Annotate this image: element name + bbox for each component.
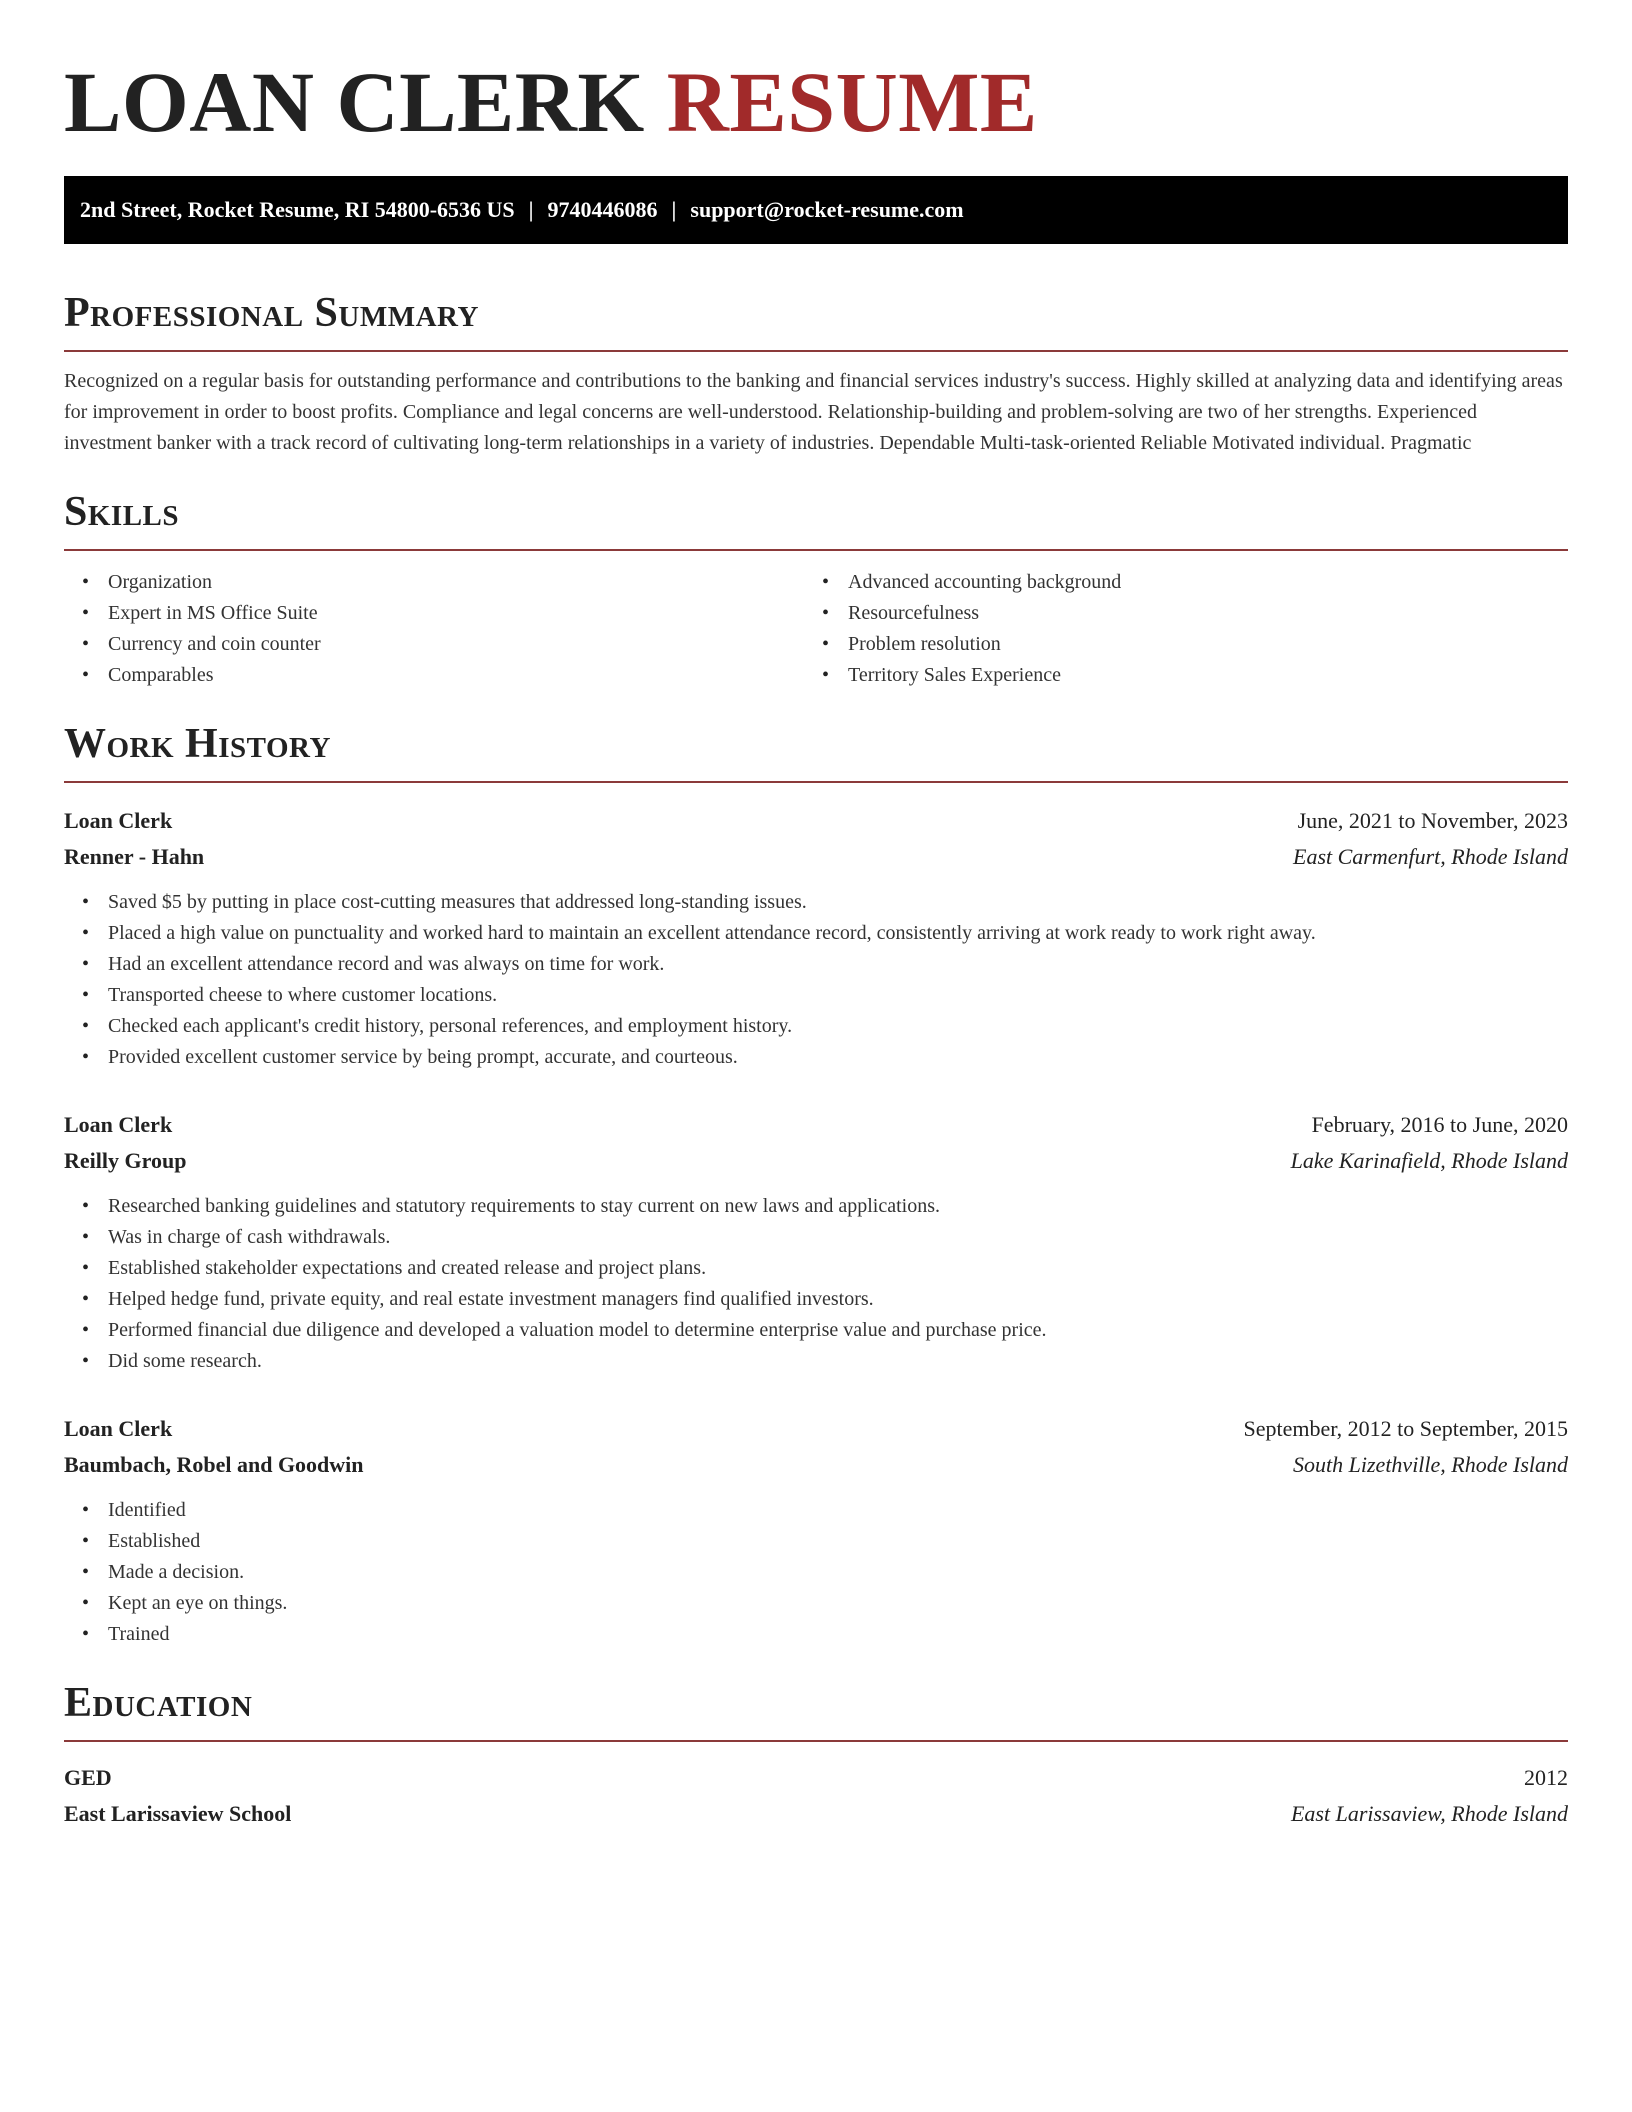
job-dates: June, 2021 to November, 2023	[1297, 808, 1568, 833]
job-entry	[64, 1411, 1568, 1650]
duty-item: • Established stakeholder expectations and created release and project plans.	[108, 1253, 1568, 1284]
skill-item: • Expert in MS Office Suite	[108, 598, 804, 629]
resume-page	[64, 0, 1568, 1832]
education-degree: GED	[64, 1765, 112, 1790]
contact-address: 2nd Street, Rocket Resume, RI 54800-6536 US	[80, 197, 515, 222]
job-dates: February, 2016 to June, 2020	[1311, 1112, 1568, 1137]
section-divider	[64, 549, 1568, 551]
skill-item: • Organization	[108, 567, 804, 598]
skill-item: • Currency and coin counter	[108, 629, 804, 660]
section-divider	[64, 781, 1568, 783]
job-entry	[64, 803, 1568, 1073]
contact-bar	[64, 176, 1568, 244]
contact-separator: |	[528, 197, 534, 222]
contact-phone: 9740446086	[547, 197, 658, 222]
job-header-row	[64, 1107, 1568, 1143]
work-section	[64, 719, 1568, 1650]
contact-separator: |	[671, 197, 677, 222]
job-header-row	[64, 1411, 1568, 1447]
skill-item: • Territory Sales Experience	[848, 660, 1568, 691]
skill-item: • Problem resolution	[848, 629, 1568, 660]
education-header-row	[64, 1760, 1568, 1796]
education-location: East Larissaview, Rhode Island	[1290, 1801, 1568, 1826]
education-school: East Larissaview School	[64, 1801, 292, 1826]
job-location: South Lizethville, Rhode Island	[1293, 1452, 1568, 1477]
education-entry	[64, 1760, 1568, 1832]
duty-item: • Identified	[108, 1495, 1568, 1526]
section-divider	[64, 350, 1568, 352]
work-heading: Work History	[64, 721, 331, 767]
duty-item: • Made a decision.	[108, 1557, 1568, 1588]
job-company: Baumbach, Robel and Goodwin	[64, 1452, 364, 1477]
duty-item: • Helped hedge fund, private equity, and real estate investment managers find qualified investors.	[108, 1284, 1568, 1315]
job-role: Loan Clerk	[64, 1112, 173, 1137]
duty-item: • Researched banking guidelines and statutory requirements to stay current on new laws and applications.	[108, 1191, 1568, 1222]
education-year: 2012	[1524, 1765, 1568, 1790]
duty-item: • Transported cheese to where customer locations.	[108, 980, 1568, 1011]
job-role: Loan Clerk	[64, 808, 173, 833]
summary-section	[64, 288, 1568, 459]
summary-text: Recognized on a regular basis for outstanding performance and contributions to the banking and financial services industry's success. Highly skilled at analyzing data and identifying areas for improvement in order to boost profits. Compliance and legal concerns are well-understood. Relationship-building and problem-solving are two of her strengths. Experienced investment banker with a track record of cultivating long-term relationships in a variety of industries. Dependable Multi-task-oriented Reliable Motivated individual. Pragmatic	[64, 370, 1563, 454]
job-entry	[64, 1107, 1568, 1377]
education-school-row	[64, 1796, 1568, 1832]
job-duties	[64, 887, 1568, 1073]
duty-item: • Kept an eye on things.	[108, 1588, 1568, 1619]
title-accent: RESUME	[666, 54, 1038, 150]
job-header-row	[64, 803, 1568, 839]
duty-item: • Saved $5 by putting in place cost-cutting measures that addressed long-standing issues.	[108, 887, 1568, 918]
job-location: East Carmenfurt, Rhode Island	[1293, 844, 1568, 869]
skill-item: • Comparables	[108, 660, 804, 691]
resume-title	[64, 0, 1568, 152]
education-heading: Education	[64, 1680, 253, 1726]
duty-item: • Had an excellent attendance record and was always on time for work.	[108, 949, 1568, 980]
summary-heading: Professional Summary	[64, 290, 479, 336]
job-company-row	[64, 839, 1568, 875]
skills-left-column	[64, 567, 804, 691]
job-duties	[64, 1191, 1568, 1377]
job-duties	[64, 1495, 1568, 1650]
section-divider	[64, 1740, 1568, 1742]
skill-item: • Resourcefulness	[848, 598, 1568, 629]
job-location: Lake Karinafield, Rhode Island	[1290, 1148, 1568, 1173]
duty-item: • Was in charge of cash withdrawals.	[108, 1222, 1568, 1253]
skills-heading: Skills	[64, 489, 180, 535]
skills-section	[64, 487, 1568, 691]
job-dates: September, 2012 to September, 2015	[1243, 1416, 1568, 1441]
duty-item: • Performed financial due diligence and developed a valuation model to determine enterprise value and purchase price.	[108, 1315, 1568, 1346]
job-role: Loan Clerk	[64, 1416, 173, 1441]
duty-item: • Trained	[108, 1619, 1568, 1650]
duty-item: • Established	[108, 1526, 1568, 1557]
job-company-row	[64, 1447, 1568, 1483]
duty-item: • Did some research.	[108, 1346, 1568, 1377]
education-section	[64, 1678, 1568, 1832]
skills-columns	[64, 567, 1568, 691]
contact-email: support@rocket-resume.com	[690, 197, 964, 222]
title-main: LOAN CLERK	[64, 54, 645, 150]
duty-item: • Provided excellent customer service by being prompt, accurate, and courteous.	[108, 1042, 1568, 1073]
job-company-row	[64, 1143, 1568, 1179]
duty-item: • Placed a high value on punctuality and worked hard to maintain an excellent attendance record, consistently arriving at work ready to work right away.	[108, 918, 1568, 949]
duty-item: • Checked each applicant's credit history, personal references, and employment history.	[108, 1011, 1568, 1042]
job-company: Renner - Hahn	[64, 844, 205, 869]
job-company: Reilly Group	[64, 1148, 187, 1173]
skill-item: • Advanced accounting background	[848, 567, 1568, 598]
skills-right-column	[804, 567, 1568, 691]
